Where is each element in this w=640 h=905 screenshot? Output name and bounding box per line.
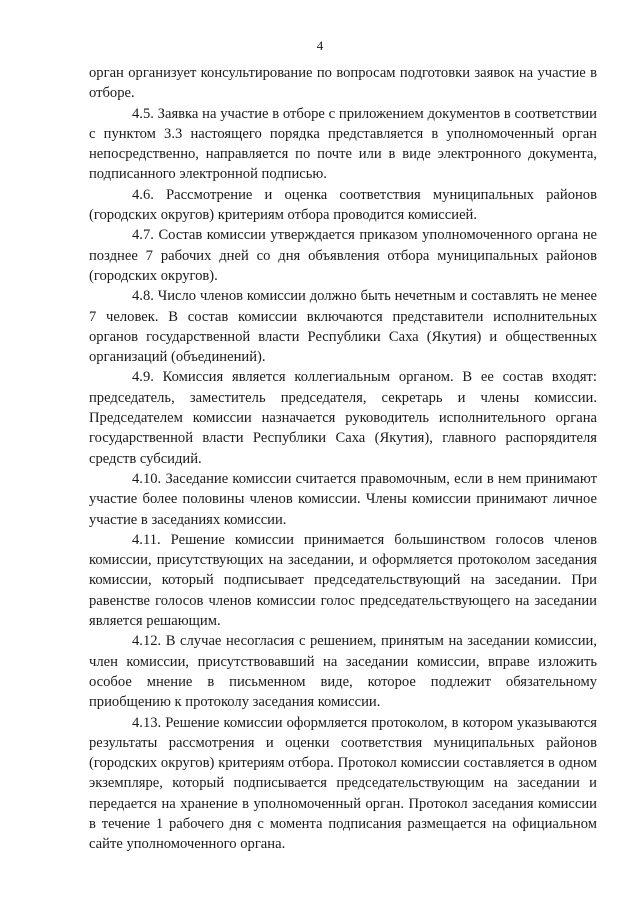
paragraph-4-11: 4.11. Решение комиссии принимается большинством голосов членов комиссии, присутствующих на заседании, и оформляется протоколом заседания комиссии, который подписывает председательствующий на заседании. При равенстве голосов членов комиссии голос председательствующего на заседании является решающим. — [89, 531, 597, 630]
paragraph-4-8: 4.8. Число членов комиссии должно быть нечетным и составлять не менее 7 человек. В состав комиссии включаются представители исполнительных органов государственной власти Республики Саха (Якутия) и общественных организаций (объединений). — [89, 288, 597, 366]
page-number: 4 — [316, 38, 324, 53]
paragraph-4-5: 4.5. Заявка на участие в отборе с приложением документов в соответствии с пунктом 3.3 настоящего порядка представляется в уполномоченный орган непосредственно, направляется по почте или в виде электронного документа, подписанного электронной подписью. — [89, 105, 597, 183]
paragraph-4-7: 4.7. Состав комиссии утверждается приказом уполномоченного органа не позднее 7 рабочих дней со дня объявления отбора муниципальных районов (городских округов). — [89, 227, 597, 284]
paragraph-4-12: 4.12. В случае несогласия с решением, принятым на заседании комиссии, член комиссии, присутствовавший на заседании комиссии, вправе изложить особое мнение в письменном виде, которое подлежит обязательному приобщению к протоколу заседания комиссии. — [89, 633, 597, 711]
paragraph-4-6: 4.6. Рассмотрение и оценка соответствия муниципальных районов (городских округов) критериям отбора проводится комиссией. — [89, 186, 597, 224]
document-body — [89, 63, 597, 855]
paragraph-4-10: 4.10. Заседание комиссии считается правомочным, если в нем принимают участие более половины членов комиссии. Члены комиссии принимают личное участие в заседаниях комиссии. — [89, 470, 597, 528]
paragraph-4-9: 4.9. Комиссия является коллегиальным органом. В ее состав входят: председатель, заместитель председателя, секретарь и члены комиссии. Председателем комиссии назначается руководитель исполнительного органа государственной власти Республики Саха (Якутия), главного распорядителя средств субсидий. — [89, 369, 597, 467]
paragraph-4-13: 4.13. Решение комиссии оформляется протоколом, в котором указываются результаты рассмотрения и оценки соответствия муниципальных районов (городских округов) критериям отбора. Протокол комиссии составляется в одном экземпляре, который подписывается председательствующим на заседании и передается на хранение в уполномоченный орган. Протокол заседания комиссии в течение 1 рабочего дня с момента подписания размещается на официальном сайте уполномоченного органа. — [89, 714, 597, 853]
paragraph-continuation: орган организует консультирование по вопросам подготовки заявок на участие в отборе. — [89, 65, 597, 102]
